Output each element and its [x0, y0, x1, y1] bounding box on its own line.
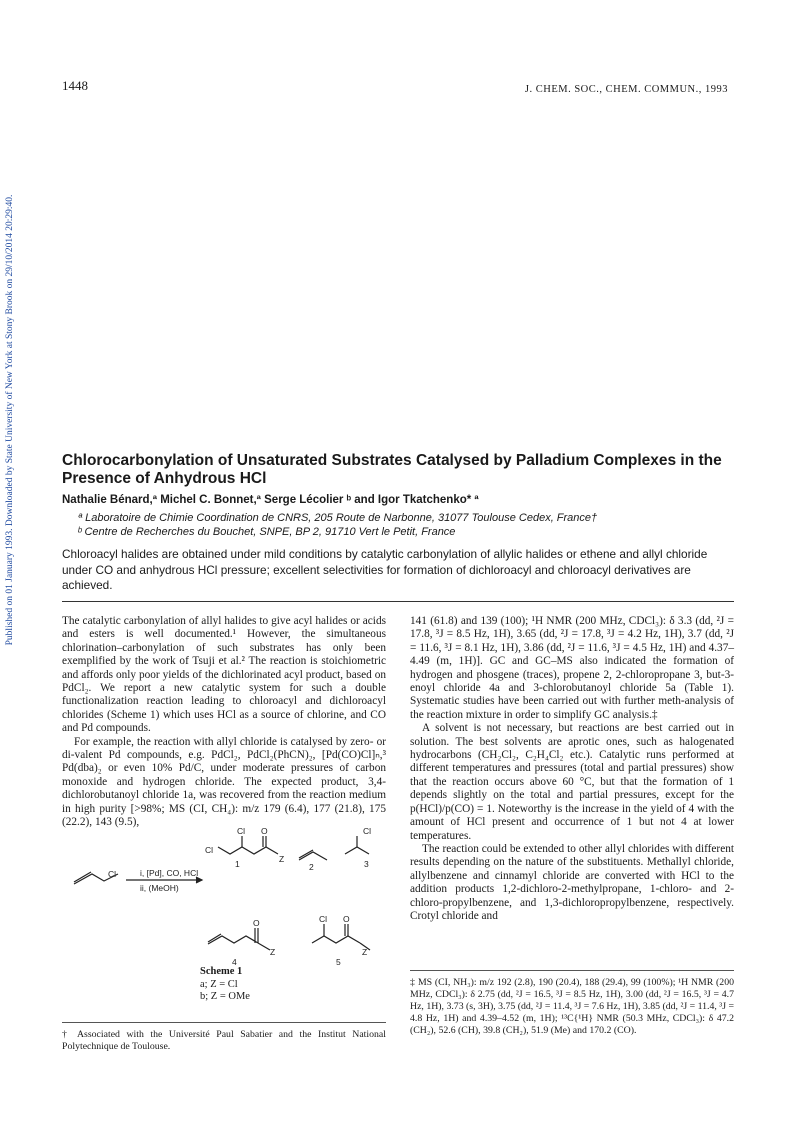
cl-label: Cl	[237, 826, 246, 836]
author-list: Nathalie Bénard,ª Michel C. Bonnet,ª Serge Lécolier ᵇ and Igor Tkatchenko* ª	[62, 494, 479, 506]
footnote-divider	[410, 970, 734, 971]
cl-label: Cl	[319, 914, 328, 924]
compound-label: 3	[364, 859, 369, 869]
o-label: O	[343, 914, 350, 924]
affiliation-a: ª Laboratoire de Chimie Coordination de CNRS, 205 Route de Narbonne, 31077 Toulouse Cedex, France†	[78, 512, 598, 524]
affiliation-b: ᵇ Centre de Recherches du Bouchet, SNPE, BP 2, 91710 Vert le Petit, France	[78, 526, 456, 538]
z-label: Z	[279, 854, 285, 864]
cl-label: Cl	[363, 826, 372, 836]
compound-label: 4	[232, 957, 237, 967]
footnote: ‡ MS (CI, NH₃): m/z 192 (2.8), 190 (20.4), 188 (29.4), 99 (100%); ¹H NMR (200 MHz, CDCl₃): δ 2.75 (dd, ²J = 16.5, ³J = 8.5 Hz, 1H), 3.00 (dd, ²J = 16.5, ³J = 4.7 Hz, 1H), 3.73 (s, 3H), 3.75 (dd, ²J = 11.4, ³J = 7.6 Hz, 1H), 3.85 (dd, ²J = 11.4, ³J = 4.8 Hz, 1H) and 4.39–4.52 (m, 1H); ¹³C{¹H} NMR (50.3 MHz, CDCl₃): δ 47.2 (CH₂), 52.6 (CH), 39.8 (CH₂), 51.9 (Me) and 170.2 (CO).	[410, 977, 735, 1036]
scheme-title: Scheme 1	[200, 966, 243, 977]
footnote-divider	[62, 1022, 386, 1023]
page-number: 1448	[62, 78, 88, 93]
compound-1-structure	[218, 847, 278, 854]
body-paragraph: The catalytic carbonylation of allyl halides to give acyl halides or acids and esters is well documented.¹ However, the simultaneous chlorination–carbonylation of such substrates has only been exemplified by the work of Tsuji et al.² The reaction is stoichiometric and affords only poor yields of the dichlorinated acyl product, based on PdCl₂. We report a new catalytic system for such a double functionalization reaction leading to chloroacyl and dichloroacyl chlorides (Scheme 1) which uses HCl as a source of chlorine, and CO and Pd compounds.	[62, 615, 386, 735]
cl-label: Cl	[205, 845, 214, 855]
compound-5-structure	[312, 936, 360, 943]
compound-label: 2	[309, 862, 314, 872]
cl-label: Cl	[108, 869, 117, 879]
o-label: O	[261, 826, 268, 836]
scheme-variant: b; Z = OMe	[200, 991, 250, 1002]
compound-label: 1	[235, 859, 240, 869]
left-column	[62, 615, 386, 830]
body-paragraph: 141 (61.8) and 139 (100); ¹H NMR (200 MHz, CDCl₃): δ 3.3 (dd, ²J = 17.8, ³J = 8.5 Hz, 1H), 3.65 (dd, ²J = 17.8, ³J = 4.2 Hz, 1H), 3.7 (dd, ²J = 11.6, ³J = 8.1 Hz, 1H), 3.86 (dd, ²J = 11.6, ³J = 4.5 Hz, 1H) and 4.37–4.49 (m, 1H)]. GC and GC–MS also indicated the formation of hydrogen and phosgene (traces), propene 2, 2-chloropropane 3, but-3-enoyl chloride 4a and 3-chlorobutanoyl chloride 5a (Table 1). Systematic studies have been carried out with further meth-analysis of the reaction mixture in order to simplify GC analysis.‡	[410, 615, 734, 721]
footnote: † Associated with the Université Paul Sabatier and the Institut National Polytechnique de Toulouse.	[62, 1029, 386, 1052]
body-paragraph: The reaction could be extended to other allyl chlorides with different results depending on the nature of the substituents. Methallyl chloride, allylbenzene and cinnamyl chloride are converted with HCl to the addition products 1,2-dichloro-2-methylpropane, 1-chloro- and 2-chloro-propylbenzene, and 1,3-dichloropropylbenzene, respectively. Crotyl chloride and	[410, 842, 734, 922]
body-paragraph: For example, the reaction with allyl chloride is catalysed by zero- or di-valent Pd compounds, e.g. PdCl₂, PdCl₂(PhCN)₂, [Pd(CO)Cl]ₙ,³ Pd(dba)₂ or even 10% Pd/C, under moderate pressures of carbon monoxide and hydrogen chloride. The expected product, 3,4-dichlorobutanoyl chloride 1a, was recovered from the reaction medium in high purity [>98%; MS (CI, CH₄): m/z 179 (6.4), 177 (21.8), 175 (22.2), 143 (9.5),	[62, 735, 386, 829]
isopropyl-chloride-structure	[345, 847, 369, 854]
o-label: O	[253, 918, 260, 928]
body-paragraph: A solvent is not necessary, but reactions are best carried out in solution. The best solvents are aprotic ones, such as halogenated hydrocarbons (CH₂Cl₂, C₂H₄Cl₂ etc.). Catalytic runs performed at different temperatures and pressures (total and partial pressures) show that the reaction occurs above 60 °C, but that the formation of 1 depends slightly on the total and partial pressures, except for the p(HCl)/p(CO) = 1. Noteworthy is the increase in the yield of 4 with the amount of HCl present and occurrence of 1 but not 4 at lower temperatures.	[410, 722, 734, 842]
download-watermark: Published on 01 January 1993. Downloaded by State University of New York at Stony Brook on 29/10/2014 20:29:40.	[5, 194, 15, 646]
compound-label: 5	[336, 957, 341, 967]
running-header: J. CHEM. SOC., CHEM. COMMUN., 1993	[524, 84, 728, 95]
scheme-1-graphic	[60, 822, 390, 968]
reaction-conditions: ii, (MeOH)	[140, 883, 179, 893]
scheme-caption	[200, 966, 250, 1004]
z-label: Z	[362, 947, 368, 957]
abstract: Chloroacyl halides are obtained under mild conditions by catalytic carbonylation of allylic halides or ethene and allyl chloride under CO and anhydrous HCl pressure; excellent selectivities for formation of dichloroacyl and chloroacyl derivatives are achieved.	[62, 547, 708, 592]
z-label: Z	[270, 947, 276, 957]
reaction-conditions: i, [Pd], CO, HCl	[140, 868, 199, 878]
scheme-variant: a; Z = Cl	[200, 978, 238, 990]
abstract-divider	[62, 601, 734, 602]
right-column	[410, 615, 734, 923]
article-title: Chlorocarbonylation of Unsaturated Substrates Catalysed by Palladium Complexes in the Presence of Anhydrous HCl	[62, 452, 722, 487]
